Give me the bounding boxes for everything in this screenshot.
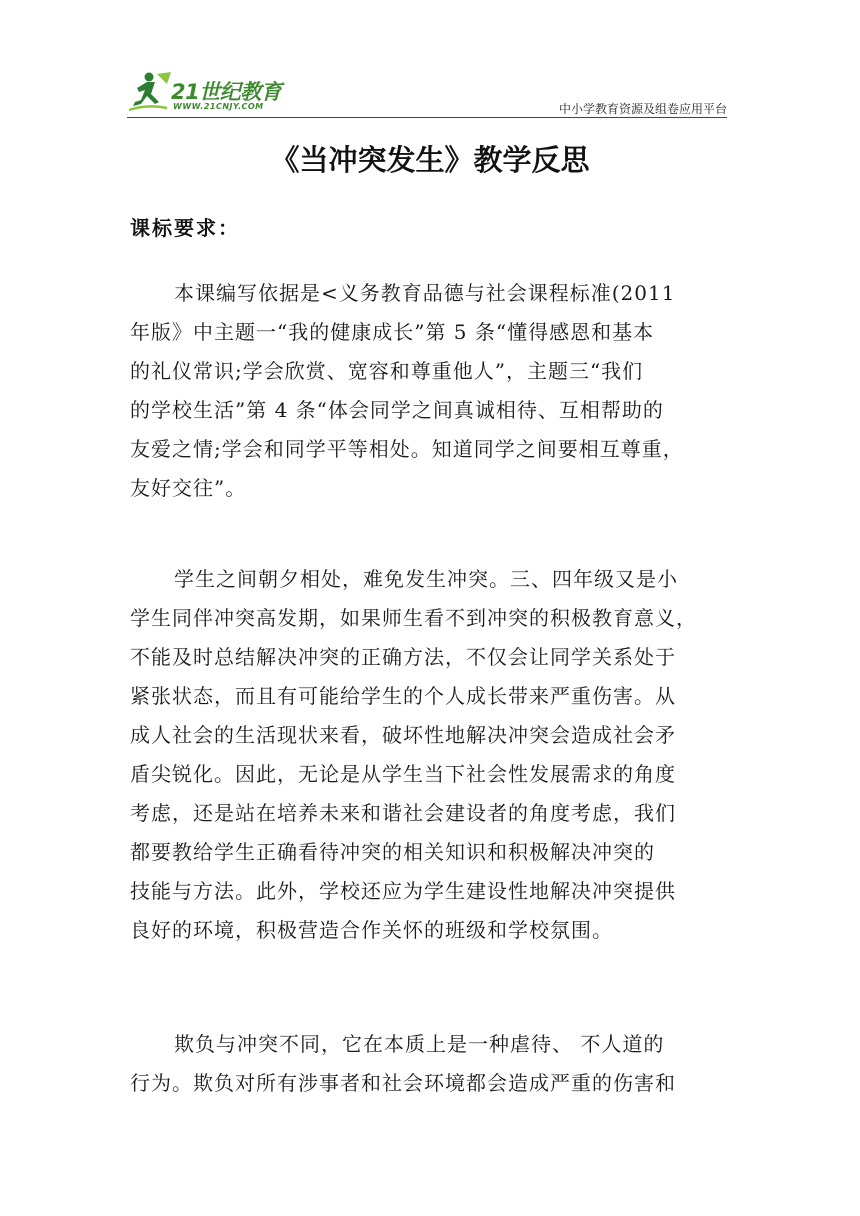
site-logo[interactable] [127, 68, 297, 116]
paragraph-line: 的学校生活”第 4 条“体会同学之间真诚相待、互相帮助的 [130, 398, 664, 422]
paragraph-1 [130, 274, 740, 508]
paragraph-line: 紧张状态，而且有可能给学生的个人成长带来严重伤害。从 [130, 684, 676, 708]
paragraph-line: 不能及时总结解决冲突的正确方法，不仅会让同学关系处于 [130, 645, 676, 669]
paragraph-line: 考虑，还是站在培养未来和谐社会建设者的角度考虑，我们 [130, 801, 676, 825]
logo-url-text: WWW.21CNJY.COM [173, 102, 264, 111]
document-title: 《当冲突发生》教学反思 [270, 143, 590, 177]
paragraph-line: 友爱之情;学会和同学平等相处。知道同学之间要相互尊重， [130, 437, 684, 461]
logo-brand-text: 21世纪教育 [171, 80, 282, 104]
paragraph-line: 良好的环境，积极营造合作关怀的班级和学校氛围。 [130, 918, 613, 942]
paragraph-line: 年版》中主题一“我的健康成长”第 5 条“懂得感恩和基本 [130, 320, 655, 344]
header-slogan: 中小学教育资源及组卷应用平台 [558, 102, 727, 116]
paragraph-line: 的礼仪常识;学会欣赏、宽容和尊重他人”，主题三“我们 [130, 359, 644, 383]
section-heading: 课标要求： [130, 216, 240, 240]
paragraph-line: 都要教给学生正确看待冲突的相关知识和积极解决冲突的 [130, 840, 655, 864]
paragraph-line: 盾尖锐化。因此，无论是从学生当下社会性发展需求的角度 [130, 762, 676, 786]
paragraph-line: 技能与方法。此外，学校还应为学生建设性地解决冲突提供 [130, 879, 676, 903]
paragraph-3 [130, 1025, 740, 1103]
paragraph-line: 学生同伴冲突高发期，如果师生看不到冲突的积极教育意义， [130, 606, 697, 630]
running-figure-icon [127, 68, 175, 116]
paragraph-2 [130, 560, 740, 950]
page-header [127, 64, 727, 120]
paragraph-line: 行为。欺负对所有涉事者和社会环境都会造成严重的伤害和 [130, 1071, 676, 1095]
paragraph-line: 欺负与冲突不同，它在本质上是一种虐待、 不人道的 [174, 1032, 665, 1056]
paragraph-line: 成人社会的生活现状来看，破坏性地解决冲突会造成社会矛 [130, 723, 676, 747]
paragraph-line: 本课编写依据是<义务教育品德与社会课程标准(2011 [174, 281, 676, 305]
paragraph-line: 学生之间朝夕相处，难免发生冲突。三、四年级又是小 [174, 567, 678, 591]
paragraph-line: 友好交往”。 [130, 476, 247, 500]
header-divider [127, 117, 727, 118]
